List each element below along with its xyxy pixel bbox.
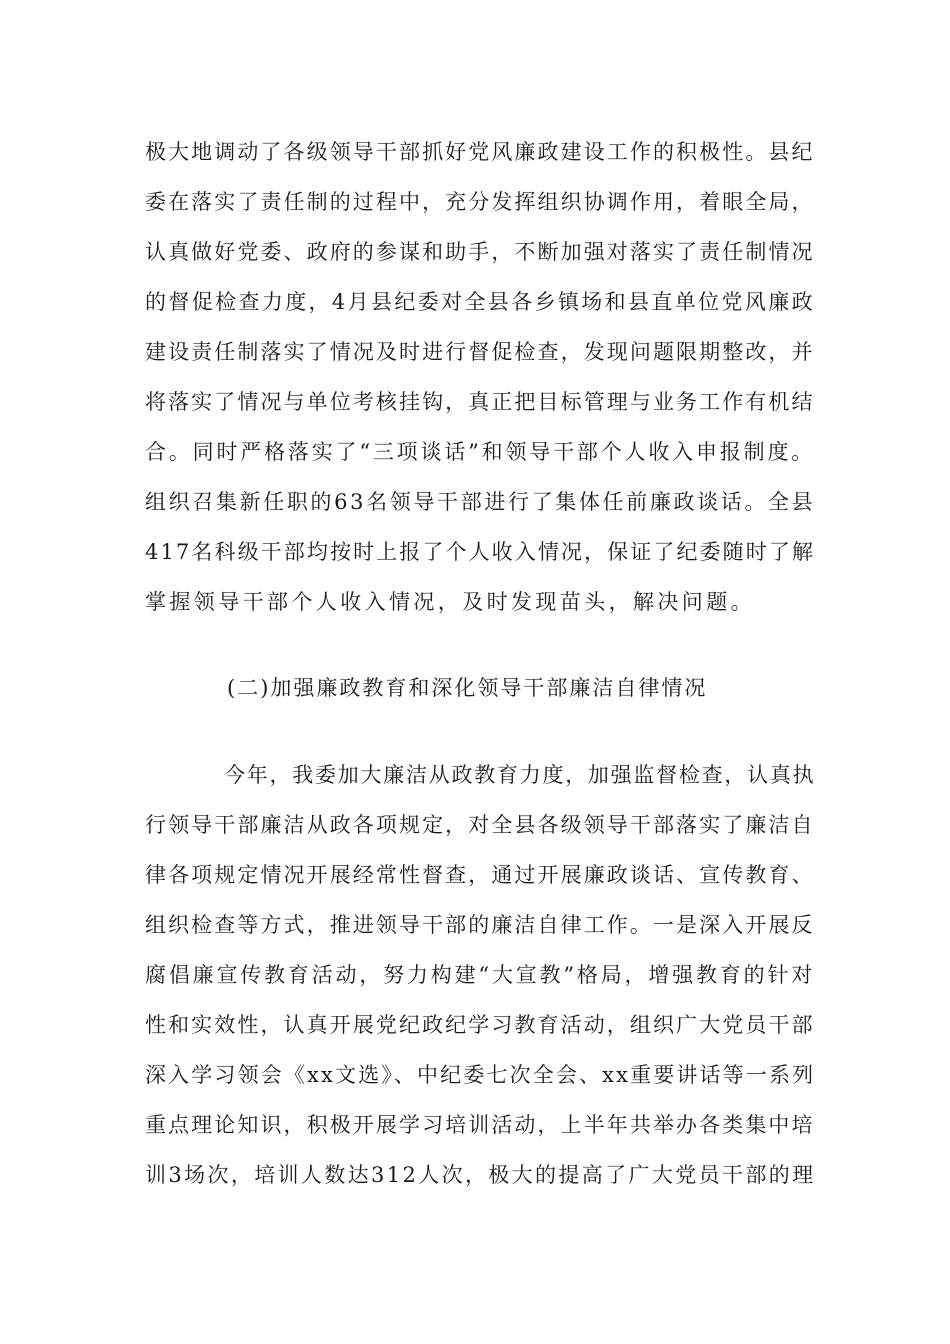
- paragraph-line: 合。同时严格落实了“三项谈话”和领导干部个人收入申报制度。: [145, 440, 816, 464]
- paragraph-line: 性和实效性，认真开展党纪政纪学习教育活动，组织广大党员干部: [145, 1013, 815, 1037]
- paragraph-line: 深入学习领会《xx文选》、中纪委七次全会、xx重要讲话等一系列: [145, 1063, 816, 1087]
- paragraph-line: 的督促检查力度，4月县纪委对全县各乡镇场和县直单位党风廉政: [145, 290, 815, 314]
- paragraph-line: 今年，我委加大廉洁从政教育力度，加强监督检查，认真执: [224, 763, 816, 787]
- paragraph-line: 行领导干部廉洁从政各项规定，对全县各级领导干部落实了廉洁自: [145, 813, 815, 837]
- paragraph-line: 委在落实了责任制的过程中，充分发挥组织协调作用，着眼全局，: [145, 190, 815, 214]
- paragraph-line: 重点理论知识，积极开展学习培训活动，上半年共举办各类集中培: [145, 1113, 815, 1137]
- paragraph-line: 腐倡廉宣传教育活动，努力构建“大宣教”格局，增强教育的针对: [145, 963, 816, 987]
- paragraph-line: 掌握领导干部个人收入情况，及时发现苗头，解决问题。: [145, 590, 755, 614]
- paragraph-line: 训3场次，培训人数达312人次，极大的提高了广大党员干部的理: [145, 1163, 816, 1187]
- paragraph-line: 极大地调动了各级领导干部抓好党风廉政建设工作的积极性。县纪: [145, 140, 815, 164]
- paragraph-line: 组织召集新任职的63名领导干部进行了集体任前廉政谈话。全县: [145, 490, 816, 514]
- paragraph-line: 认真做好党委、政府的参谋和助手，不断加强对落实了责任制情况: [145, 240, 815, 264]
- section-heading: (二)加强廉政教育和深化领导干部廉洁自律情况: [227, 676, 708, 700]
- paragraph-line: 建设责任制落实了情况及时进行督促检查，发现问题限期整改，并: [145, 340, 815, 364]
- paragraph-line: 将落实了情况与单位考核挂钩，真正把目标管理与业务工作有机结: [145, 390, 815, 414]
- paragraph-line: 组织检查等方式，推进领导干部的廉洁自律工作。一是深入开展反: [145, 913, 815, 937]
- paragraph-line: 律各项规定情况开展经常性督查，通过开展廉政谈话、宣传教育、: [145, 863, 815, 887]
- paragraph-line: 417名科级干部均按时上报了个人收入情况，保证了纪委随时了解: [145, 540, 816, 564]
